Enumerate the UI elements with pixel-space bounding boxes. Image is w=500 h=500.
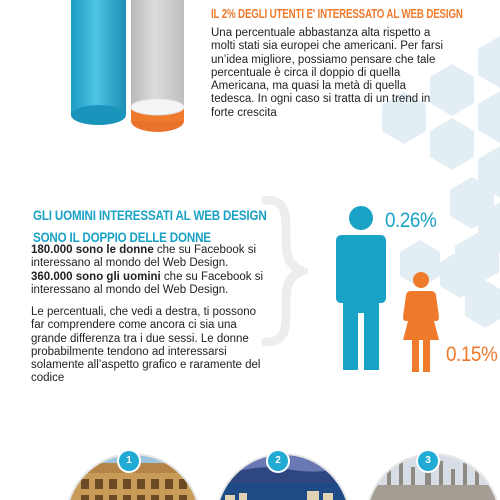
section-title-gender: GLI UOMINI INTERESSATI AL WEB DESIGN SONO IL DOPPIO DELLE DONNE	[33, 208, 267, 245]
woman-figure-icon	[402, 272, 440, 372]
hexagon	[478, 36, 500, 88]
city-number-badge: 2	[268, 451, 288, 471]
man-figure-icon	[336, 205, 386, 370]
section-body-web-design: Una percentuale abbastanza alta rispetto a molti stati sia europei che americani. Per farsi un’idea migliore, possiamo pensare che tale percentuale è circa il doppio di quella Americana, ma quasi la metà di quella tedesca. In ogni caso si tratta di un trend in forte crescita	[211, 27, 444, 119]
curly-brace-icon	[258, 196, 308, 346]
women-stat-bold: 180.000 sono le donne	[31, 244, 154, 256]
city-number-badge: 3	[418, 451, 438, 471]
gender-stats	[31, 244, 263, 297]
women-stat-rest: che su Facebook si interessano al mondo del Web Design.	[31, 244, 256, 270]
gender-explanation: Le percentuali, che vedi a destra, ti possono far comprendere come ancora ci sia una grande differenza tra i due sessi. Le donne probabilmente tendono ad interessarsi solamente all’aspetto grafico e raramente del codice	[31, 306, 261, 385]
women-percent-label: 0.15%	[446, 343, 498, 366]
men-stat-rest: che su Facebook si interessano al mondo del Web Design.	[31, 270, 264, 296]
men-percent-label: 0.26%	[385, 209, 437, 232]
cylinder-chart	[0, 0, 200, 140]
blue-cylinder-base	[71, 105, 126, 125]
hexagon	[478, 91, 500, 143]
men-stat-bold: 360.000 sono gli uomini	[31, 270, 161, 283]
men-stat	[31, 271, 263, 298]
gray-cylinder-top-band	[131, 99, 184, 115]
women-stat	[31, 244, 263, 271]
blue-cylinder-body	[71, 0, 126, 115]
section-title-web-design: IL 2% DEGLI UTENTI E' INTERESSATO AL WEB DESIGN	[211, 7, 463, 21]
gray-cylinder-body	[131, 0, 184, 107]
city-number-badge: 1	[119, 451, 139, 471]
hexagon	[430, 118, 474, 170]
